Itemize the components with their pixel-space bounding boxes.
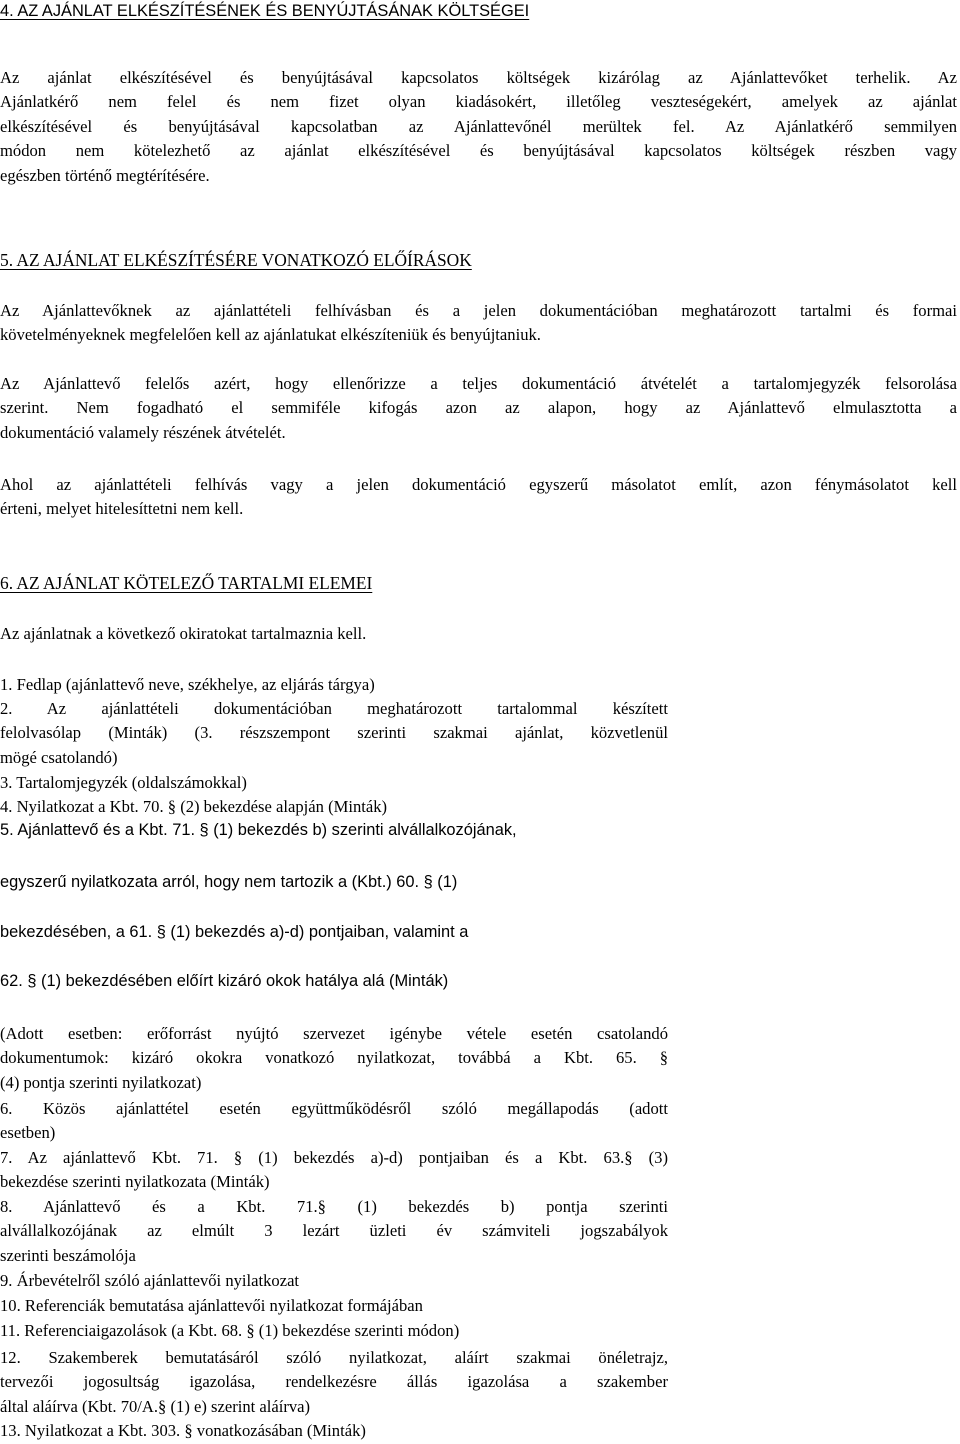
list-item-line: tervezői jogosultság igazolása, rendelkezésre állás igazolása a szakember: [0, 1372, 668, 1392]
paragraph-line: Ahol az ajánlattételi felhívás vagy a jelen dokumentáció egyszerű másolatot említ, azon fénymásolatot kell: [0, 475, 957, 494]
paragraph-line: módon nem kötelezhető az ajánlat elkészítésével és benyújtásával kapcsolatos költségek részben vagy: [0, 141, 957, 161]
section-5-paragraph-2: [0, 372, 957, 445]
list-item-5-line-1: 5. Ajánlattevő és a Kbt. 71. § (1) bekezdés b) szerinti alvállalkozójának,: [0, 821, 517, 839]
section-6-intro: Az ajánlatnak a következő okiratokat tartalmaznia kell.: [0, 624, 367, 643]
section-5-paragraph-3: [0, 473, 957, 522]
list-item-2: [0, 697, 668, 770]
paragraph-line: dokumentáció valamely részének átvételét.: [0, 422, 286, 442]
section-6-title: 6. AZ AJÁNLAT KÖTELEZŐ TARTALMI ELEMEI: [0, 573, 373, 593]
list-item-line: 6. Közös ajánlattétel esetén együttműködésről szóló megállapodás (adott: [0, 1099, 668, 1118]
list-item-line: 12. Szakemberek bemutatásáról szóló nyilatkozat, aláírt szakmai önéletrajz,: [0, 1348, 668, 1367]
paragraph-line: Az Ajánlattevő felelős azért, hogy ellenőrizze a teljes dokumentáció átvételét a tartalomjegyzék felsorolása: [0, 374, 957, 393]
section-5-title: 5. AZ AJÁNLAT ELKÉSZÍTÉSÉRE VONATKOZÓ ELŐÍRÁSOK: [0, 250, 472, 270]
list-item-line: bekezdése szerinti nyilatkozata (Minták): [0, 1172, 270, 1192]
note-line: (4) pontja szerinti nyilatkozat): [0, 1072, 202, 1092]
paragraph-line: elkészítésével és benyújtásával kapcsolatban az Ajánlattevőnél merültek fel. Az Ajánlatkérő semmilyen: [0, 116, 957, 136]
list-item-5-line-3: bekezdésében, a 61. § (1) bekezdés a)-d) pontjaiban, valamint a: [0, 923, 469, 941]
paragraph-line: követelményeknek megfelelően kell az ajánlatukat elkészíteniük és benyújtaniuk.: [0, 325, 541, 345]
paragraph-line: Az ajánlat elkészítésével és benyújtásával kapcsolatos költségek kizárólag az Ajánlattevőket terhelik. Az: [0, 68, 957, 87]
paragraph-line: Ajánlatkérő nem felel és nem fizet olyan kiadásokért, illetőleg veszteségekért, amelyek az ajánlat: [0, 92, 957, 112]
section-4-paragraph: [0, 66, 957, 188]
list-item-7: [0, 1146, 668, 1195]
list-item-line: mögé csatolandó): [0, 747, 118, 767]
list-item-line: alvállalkozójának az elmúlt 3 lezárt üzleti év számviteli jogszabályok: [0, 1221, 668, 1241]
list-item-5-line-4: 62. § (1) bekezdésében előírt kizáró okok hatálya alá (Minták): [0, 972, 449, 990]
list-item-13: 13. Nyilatkozat a Kbt. 303. § vonatkozásában (Minták): [0, 1421, 366, 1440]
section-5-paragraph-1: [0, 299, 957, 348]
paragraph-line: egészben történő megtérítésére.: [0, 165, 210, 185]
paragraph-line: Az Ajánlattevőknek az ajánlattételi felhívásban és a jelen dokumentációban meghatározott tartalmi és formai: [0, 301, 957, 320]
list-item-line: szerinti beszámolója: [0, 1245, 136, 1265]
list-item-5-line-2: egyszerű nyilatkozata arról, hogy nem tartozik a (Kbt.) 60. § (1): [0, 873, 458, 891]
paragraph-line: érteni, melyet hitelesíttetni nem kell.: [0, 499, 244, 519]
section-4-title: 4. AZ AJÁNLAT ELKÉSZÍTÉSÉNEK ÉS BENYÚJTÁSÁNAK KÖLTSÉGEI: [0, 2, 530, 20]
list-item-line: által aláírva (Kbt. 70/A.§ (1) e) szerint aláírva): [0, 1396, 311, 1416]
list-item-4: 4. Nyilatkozat a Kbt. 70. § (2) bekezdése alapján (Minták): [0, 797, 388, 816]
list-item-line: esetben): [0, 1123, 56, 1143]
note-line: dokumentumok: kizáró okokra vonatkozó nyilatkozat, továbbá a Kbt. 65. §: [0, 1048, 668, 1068]
list-item-line: 8. Ajánlattevő és a Kbt. 71.§ (1) bekezdés b) pontja szerinti: [0, 1197, 668, 1216]
list-item-9: 9. Árbevételről szóló ajánlattevői nyilatkozat: [0, 1271, 300, 1290]
list-item-line: felolvasólap (Minták) (3. részszempont szerinti szakmai ajánlat, közvetlenül: [0, 723, 668, 743]
list-item-11: 11. Referenciaigazolások (a Kbt. 68. § (1) bekezdése szerinti módon): [0, 1321, 460, 1340]
list-item-10: 10. Referenciák bemutatása ajánlattevői nyilatkozat formájában: [0, 1296, 423, 1315]
list-item-6: [0, 1097, 668, 1146]
list-item-12: [0, 1346, 668, 1419]
list-note: [0, 1022, 668, 1095]
list-item-1: 1. Fedlap (ajánlattevő neve, székhelye, az eljárás tárgya): [0, 675, 375, 694]
paragraph-line: szerint. Nem fogadható el semmiféle kifogás azon az alapon, hogy az Ajánlattevő elmulasztotta a: [0, 398, 957, 418]
list-item-line: 7. Az ajánlattevő Kbt. 71. § (1) bekezdés a)-d) pontjaiban és a Kbt. 63.§ (3): [0, 1148, 668, 1167]
list-item-8: [0, 1195, 668, 1268]
list-item-line: 2. Az ajánlattételi dokumentációban meghatározott tartalommal készített: [0, 699, 668, 718]
note-line: (Adott esetben: erőforrást nyújtó szervezet igénybe vétele esetén csatolandó: [0, 1024, 668, 1043]
list-item-3: 3. Tartalomjegyzék (oldalszámokkal): [0, 773, 247, 792]
